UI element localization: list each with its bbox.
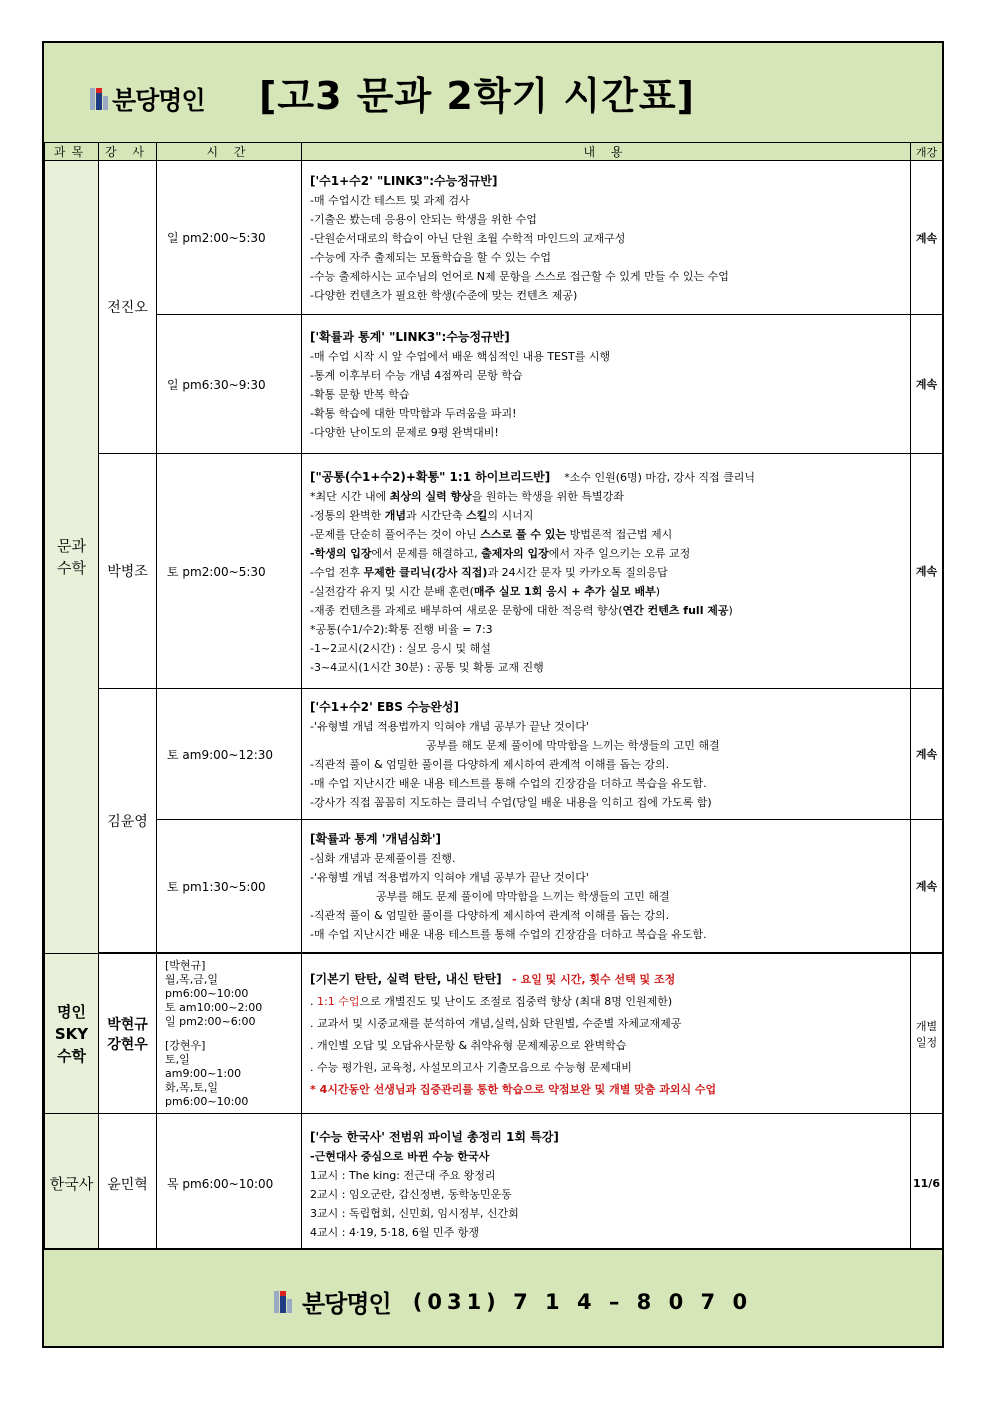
col-header-teacher: 강 사 [99,143,157,161]
timetable-frame [42,41,944,1348]
time-cell: 토 pm1:30~5:00 [157,820,302,953]
course-title: ['수능 한국사' 전범위 파이널 총정리 1회 특강] [310,1129,559,1144]
open-status: 계속 [911,454,943,689]
course-title: ['수1+수2' EBS 수능완성] [310,700,459,714]
header [44,43,942,144]
open-status: 개별 일정 [911,954,943,1114]
course-title: ["공통(수1+수2)+확통" 1:1 하이브리드반] [310,469,551,484]
footer [44,1248,942,1346]
open-status: 계속 [911,161,943,315]
course-content: ['확률과 통계' "LINK3":수능정규반] -매 수업 시작 시 앞 수업에서 배운 핵심적인 내용 TEST를 시행 -통계 이후부터 수능 개념 4점짜리 문항 학습 -확통 문항 반복 학습 -확통 학습에 대한 막막함과 두려움을 파괴! -다양한 난이도의 문제로 9평 완벽대비! [302,315,911,454]
teacher-jeon: 전진오 [99,161,157,454]
time-cell: [박현규] 월,목,금,일 pm6:00~10:00 토 am10:00~2:00 일 pm2:00~6:00 [강현우] 토,일 am9:00~1:00 화,목,토,일 pm6:00~10:00 [157,954,302,1114]
course-title: [확률과 통계 '개념심화'] [310,832,442,846]
col-header-open: 개강 [911,143,943,161]
col-header-time: 시 간 [157,143,302,161]
open-status: 계속 [911,315,943,454]
subject-math: 문과 수학 [45,161,99,954]
footer-logo-text: 분당명인 [302,1290,391,1318]
course-content: ['수1+수2' EBS 수능완성] -'유형별 개념 적용법까지 익혀야 개념 공부가 끝난 것이다' 공부를 해도 문제 풀이에 막막함을 느끼는 학생들의 고민 해결 -직관적 풀이 & 엄밀한 풀이를 다양하게 제시하여 관계적 이해를 돕는 강의. -매 수업 지난시간 배운 내용 테스트를 통해 수업의 긴장감을 더하고 복습을 유도함. -강사가 직접 꼼꼼히 지도하는 클리닉 수업(당일 배운 내용을 익히고 집에 가도록 함) [302,689,911,820]
teacher-sky: 박현규 강현우 [99,954,157,1114]
course-content: [기본기 탄탄, 실력 탄탄, 내신 탄탄] - 요일 및 시간, 횟수 선택 및 조정 . 1:1 수업으로 개별진도 및 난이도 조절로 집중력 향상 (최대 8명 인원제한) . 교과서 및 시중교재를 분석하여 개념,실력,심화 단원별, 수준별 자체교재제공 . 개인별 오답 및 오답유사문항 & 취약유형 문제제공으로 완벽학습 . 수능 평가원, 교육청, 사설모의고사 기출모음으로 수능형 문제대비 * 4시간동안 선생님과 집중관리를 통한 학습으로 약점보완 및 개별 맞춤 과외식 수업 [302,954,911,1114]
course-title: [기본기 탄탄, 실력 탄탄, 내신 탄탄] [310,972,502,986]
logo-text: 분당명인 [112,86,205,115]
course-content: ['수능 한국사' 전범위 파이널 총정리 1회 특강] -근현대사 중심으로 바뀐 수능 한국사 1교시 : The king: 전근대 주요 왕정리 2교시 : 임오군란, 갑신정변, 동학농민운동 3교시 : 독립협회, 신민회, 임시정부, 신간회 4교시 : 4·19, 5·18, 6월 민주 항쟁 [302,1114,911,1254]
teacher-park: 박병조 [99,454,157,689]
course-content: [확률과 통계 '개념심화'] -심화 개념과 문제풀이를 진행. -'유형별 개념 적용법까지 익혀야 개념 공부가 끝난 것이다' 공부를 해도 문제 풀이에 막막함을 느끼는 학생들의 고민 해결 -직관적 풀이 & 엄밀한 풀이를 다양하게 제시하여 관계적 이해를 돕는 강의. -매 수업 지난시간 배운 내용 테스트를 통해 수업의 긴장감을 더하고 복습을 유도함. [302,820,911,953]
course-title: ['수1+수2' "LINK3":수능정규반] [310,174,498,188]
timetable [44,142,943,1254]
subject-sky: 명인 SKY 수학 [45,954,99,1114]
teacher-yoon: 윤민혁 [99,1114,157,1254]
course-content: ['수1+수2' "LINK3":수능정규반] -매 수업시간 테스트 및 과제 검사 -기출은 봤는데 응용이 안되는 학생을 위한 수업 -단원순서대로의 학습이 아닌 단원 초월 수학적 마인드의 교재구성 -수능에 자주 출제되는 모듈학습을 할 수 있는 수업 -수능 출제하시는 교수님의 언어로 N제 문항을 스스로 접근할 수 있게 만들 수 있는 수업 -다양한 컨텐츠가 필요한 학생(수준에 맞는 컨텐츠 제공) [302,161,911,315]
logo-icon [90,88,108,110]
course-title: ['확률과 통계' "LINK3":수능정규반] [310,330,510,344]
header-logo [90,81,205,117]
course-content: ["공통(수1+수2)+확통" 1:1 하이브리드반] *소수 인원(6명) 마감, 강사 직접 클리닉 *최단 시간 내에 최상의 실력 향상을 원하는 학생을 위한 특별강좌 -정통의 완벽한 개념과 시간단축 스킬의 시너지 -문제를 단순히 풀어주는 것이 아닌 스스로 풀 수 있는 방법론적 접근법 제시 -학생의 입장에서 문제를 해결하고, 출제자의 입장에서 자주 일으키는 오류 교정 -수업 전후 무제한 클리닉(강사 직접)과 24시간 문자 및 카카오톡 질의응답 -실전감각 유지 및 시간 분배 훈련(매주 실모 1회 응시 + 추가 실모 배부) -재종 컨텐츠를 과제로 배부하여 새로운 문항에 대한 적응력 향상(연간 컨텐츠 full 제공) *공통(수1/수2):확통 진행 비율 = 7:3 -1~2교시(2시간) : 실모 응시 및 해설 -3~4교시(1시간 30분) : 공통 및 확통 교재 진행 [302,454,911,689]
time-cell: 토 pm2:00~5:30 [157,454,302,689]
subject-history: 한국사 [45,1114,99,1254]
open-status: 계속 [911,689,943,820]
time-cell: 일 pm2:00~5:30 [157,161,302,315]
time-cell: 목 pm6:00~10:00 [157,1114,302,1254]
time-cell: 일 pm6:30~9:30 [157,315,302,454]
col-header-content: 내 용 [302,143,911,161]
time-cell: 토 am9:00~12:30 [157,689,302,820]
logo-icon [274,1291,292,1313]
open-status: 11/6 [911,1114,943,1254]
teacher-kim: 김윤영 [99,689,157,953]
page-title: [고3 문과 2학기 시간표] [259,74,695,118]
col-header-subject: 과목 [45,143,99,161]
phone-number: (031) 7 1 4 – 8 0 7 0 [412,1289,753,1314]
open-status: 계속 [911,820,943,953]
